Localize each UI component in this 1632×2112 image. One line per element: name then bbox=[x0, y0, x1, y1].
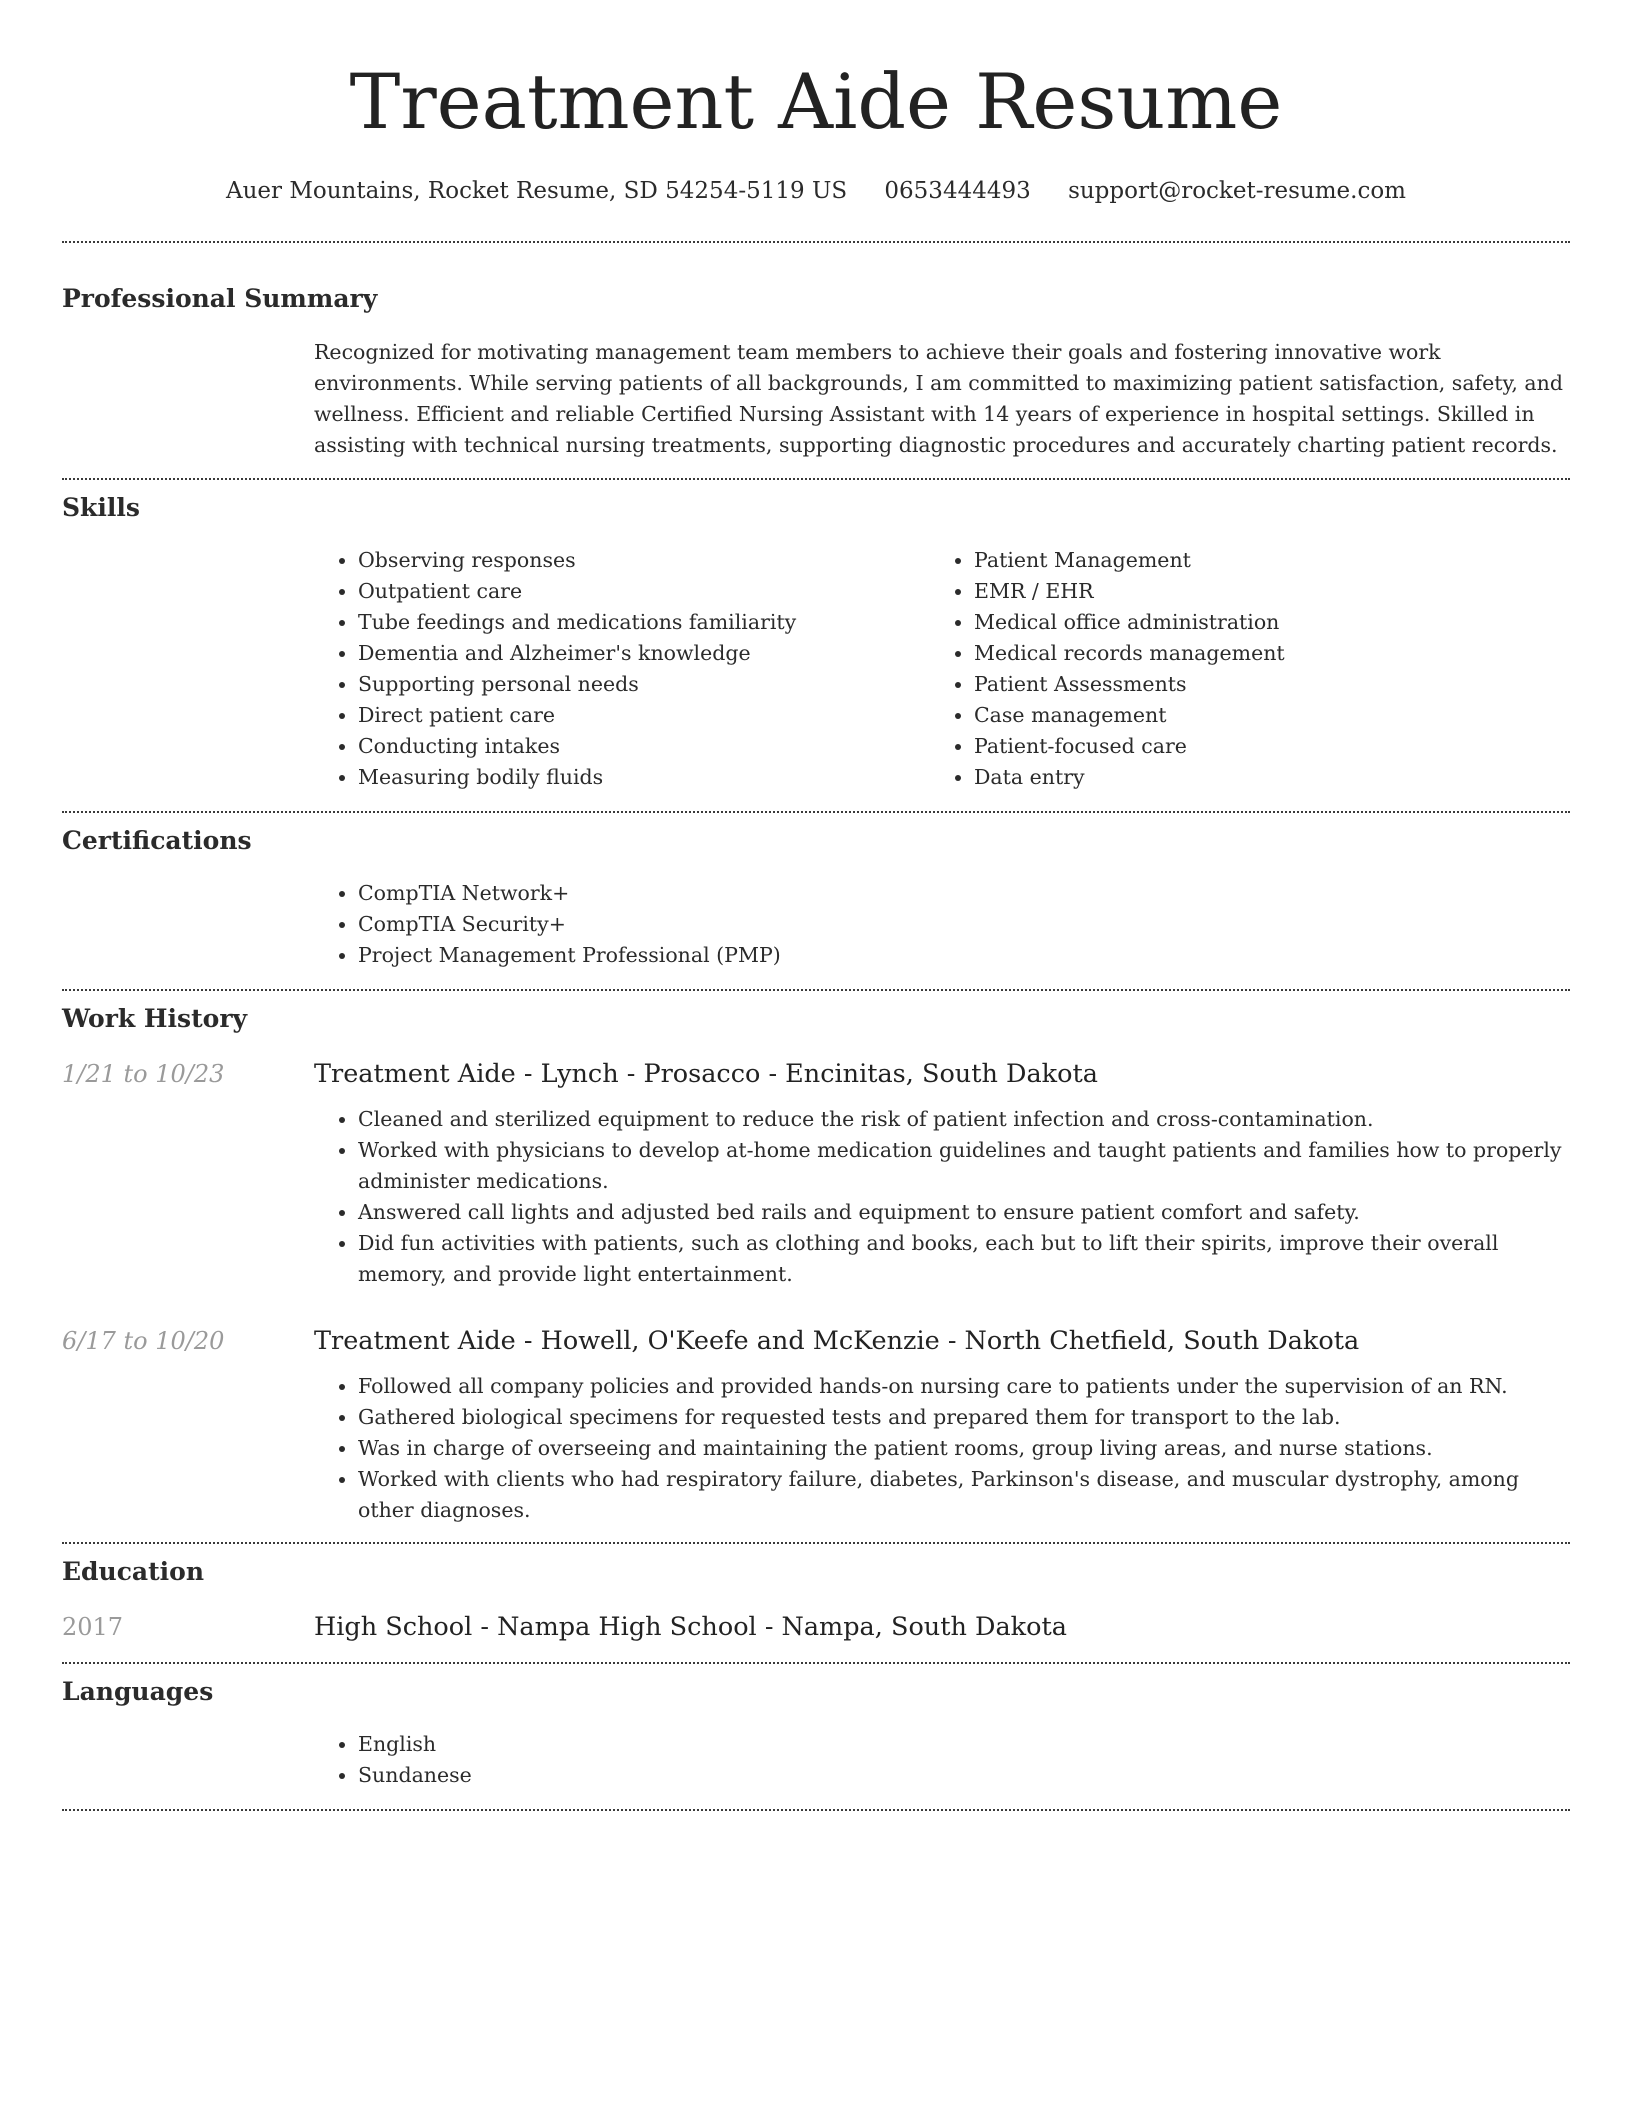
skill-item: • Medical office administration bbox=[974, 607, 1546, 638]
skills-list-left bbox=[314, 545, 930, 793]
skills-list-right bbox=[930, 545, 1546, 793]
section-certifications bbox=[62, 813, 1570, 971]
job-entry bbox=[62, 1324, 1570, 1526]
skill-item: • Measuring bodily fluids bbox=[358, 762, 930, 793]
section-heading-skills: Skills bbox=[62, 493, 140, 522]
education-entry bbox=[62, 1610, 1570, 1644]
certification-item: • Project Management Professional (PMP) bbox=[358, 940, 1570, 971]
skill-item: • Patient Assessments bbox=[974, 669, 1546, 700]
section-heading-work: Work History bbox=[62, 1004, 248, 1033]
job-title: Treatment Aide - Lynch - Prosacco - Encinitas, South Dakota bbox=[314, 1059, 1098, 1089]
resume-title: Treatment Aide Resume bbox=[349, 57, 1283, 146]
skill-item: • Supporting personal needs bbox=[358, 669, 930, 700]
job-bullet: • Followed all company policies and provided hands-on nursing care to patients under the supervision of an RN. bbox=[358, 1371, 1570, 1402]
contact-phone: 0653444493 bbox=[884, 178, 1031, 204]
contact-address: Auer Mountains, Rocket Resume, SD 54254-5119 US bbox=[226, 178, 848, 204]
job-bullet: • Was in charge of overseeing and maintaining the patient rooms, group living areas, and nurse stations. bbox=[358, 1433, 1570, 1464]
languages-list bbox=[314, 1729, 1570, 1791]
skill-item: • Tube feedings and medications familiarity bbox=[358, 607, 930, 638]
section-heading-languages: Languages bbox=[62, 1677, 214, 1706]
education-degree: High School - Nampa High School - Nampa, South Dakota bbox=[314, 1612, 1067, 1642]
summary-text: Recognized for motivating management team members to achieve their goals and fostering innovative work environments. While serving patients of all backgrounds, I am committed to maximizing patient satisfaction, safety, and wellness. Efficient and reliable Certified Nursing Assistant with 14 years of experience in hospital settings. Skilled in assisting with technical nursing treatments, supporting diagnostic procedures and accurately charting patient records. bbox=[314, 340, 1563, 457]
section-languages bbox=[62, 1664, 1570, 1791]
language-item: • English bbox=[358, 1729, 1570, 1760]
job-dates: 6/17 to 10/20 bbox=[62, 1327, 225, 1355]
certification-item: • CompTIA Network+ bbox=[358, 878, 1570, 909]
certification-item: • CompTIA Security+ bbox=[358, 909, 1570, 940]
job-details bbox=[314, 1104, 1570, 1290]
contact-line bbox=[62, 174, 1570, 208]
divider bbox=[62, 1809, 1570, 1811]
certifications-list bbox=[314, 878, 1570, 971]
section-heading-summary: Professional Summary bbox=[62, 284, 378, 313]
education-year: 2017 bbox=[62, 1613, 124, 1641]
contact-email: support@rocket-resume.com bbox=[1068, 178, 1406, 204]
job-title: Treatment Aide - Howell, O'Keefe and McKenzie - North Chetfield, South Dakota bbox=[314, 1326, 1360, 1356]
job-dates: 1/21 to 10/23 bbox=[62, 1060, 225, 1088]
job-bullet: • Did fun activities with patients, such as clothing and books, each but to lift their spirits, improve their overall memory, and provide light entertainment. bbox=[358, 1228, 1570, 1290]
certifications-body bbox=[314, 878, 1570, 971]
skill-item: • EMR / EHR bbox=[974, 576, 1546, 607]
job-entry bbox=[62, 1057, 1570, 1290]
skill-item: • Data entry bbox=[974, 762, 1546, 793]
section-work-history bbox=[62, 991, 1570, 1526]
section-heading-education: Education bbox=[62, 1557, 205, 1586]
skill-item: • Patient-focused care bbox=[974, 731, 1546, 762]
section-skills bbox=[62, 480, 1570, 793]
skill-item: • Patient Management bbox=[974, 545, 1546, 576]
section-summary bbox=[62, 243, 1570, 461]
job-bullet: • Worked with clients who had respiratory failure, diabetes, Parkinson's disease, and muscular dystrophy, among other diagnoses. bbox=[358, 1464, 1570, 1526]
skill-item: • Conducting intakes bbox=[358, 731, 930, 762]
job-bullets bbox=[314, 1104, 1570, 1290]
skill-item: • Dementia and Alzheimer's knowledge bbox=[358, 638, 930, 669]
job-bullet: • Cleaned and sterilized equipment to reduce the risk of patient infection and cross-contamination. bbox=[358, 1104, 1570, 1135]
skill-item: • Outpatient care bbox=[358, 576, 930, 607]
job-bullets bbox=[314, 1371, 1570, 1526]
skills-columns bbox=[314, 545, 1570, 793]
job-bullet: • Worked with physicians to develop at-home medication guidelines and taught patients and families how to properly administer medications. bbox=[358, 1135, 1570, 1197]
skill-item: • Observing responses bbox=[358, 545, 930, 576]
job-details bbox=[314, 1371, 1570, 1526]
summary-body bbox=[314, 337, 1570, 461]
skill-item: • Direct patient care bbox=[358, 700, 930, 731]
language-item: • Sundanese bbox=[358, 1760, 1570, 1791]
languages-body bbox=[314, 1729, 1570, 1791]
section-education bbox=[62, 1544, 1570, 1644]
skill-item: • Case management bbox=[974, 700, 1546, 731]
section-heading-certifications: Certifications bbox=[62, 826, 252, 855]
job-bullet: • Answered call lights and adjusted bed rails and equipment to ensure patient comfort and safety. bbox=[358, 1197, 1570, 1228]
skill-item: • Medical records management bbox=[974, 638, 1546, 669]
job-bullet: • Gathered biological specimens for requested tests and prepared them for transport to the lab. bbox=[358, 1402, 1570, 1433]
